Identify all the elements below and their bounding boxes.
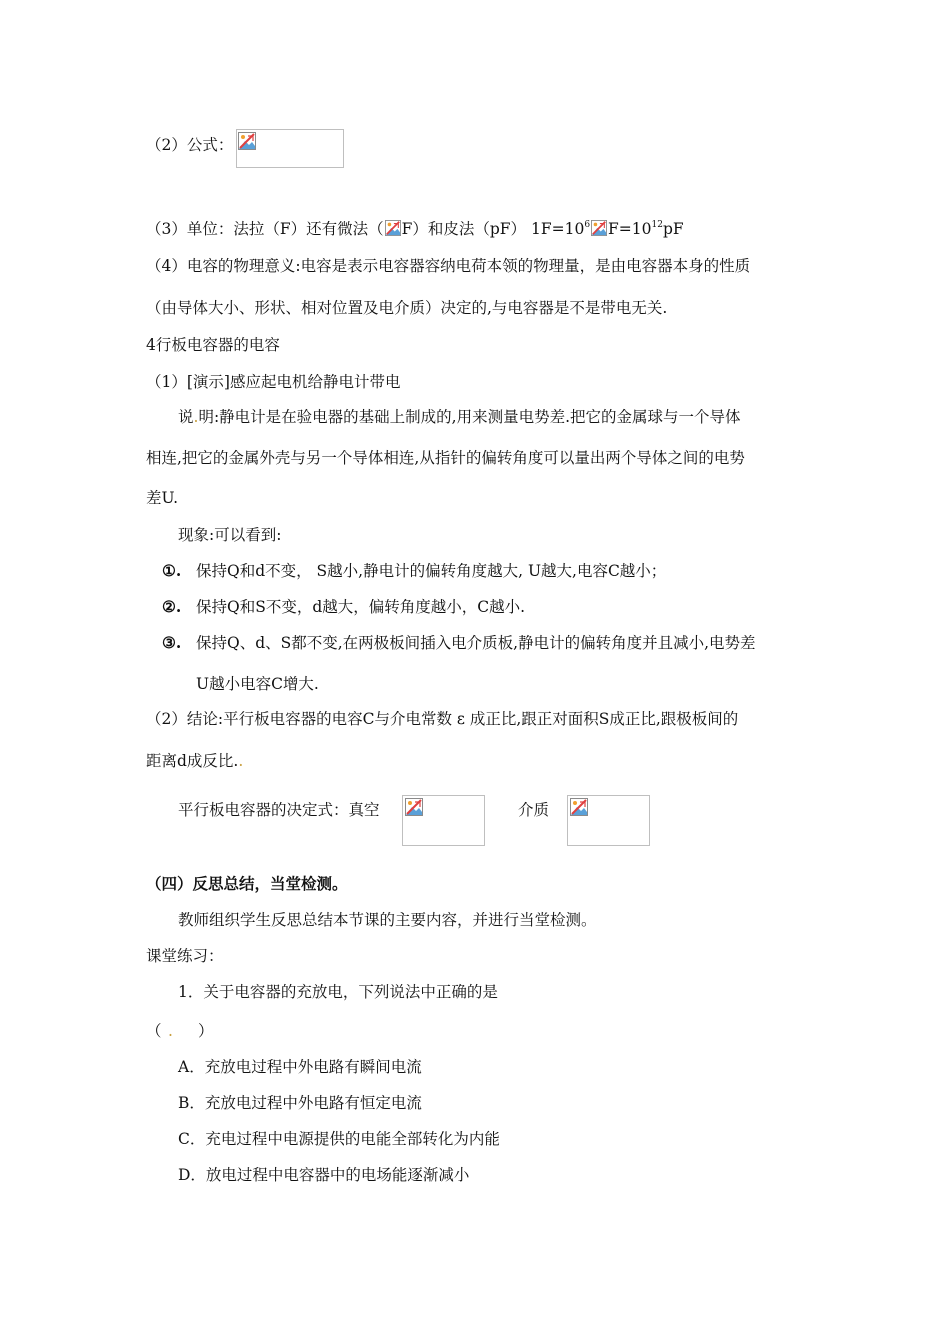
- units-text-c: F=10: [608, 220, 652, 238]
- conclusion-line-1: （2）结论:平行板电容器的电容C与介电常数 ε 成正比,跟正对面积S成正比,跟极板间的: [146, 710, 739, 728]
- marker-dot: .: [193, 408, 199, 426]
- marker-dot: .: [168, 1022, 173, 1040]
- meaning-line-1: （4）电容的物理意义:电容是表示电容器容纳电荷本领的物理量，是由电容器本身的性质: [146, 257, 751, 275]
- broken-image-icon: [570, 798, 588, 816]
- explain-line-1: [178, 407, 741, 427]
- broken-image-icon: [591, 220, 607, 236]
- option-b: B．充放电过程中外电路有恒定电流: [178, 1094, 422, 1112]
- conclusion-line-2: [146, 751, 243, 771]
- broken-image-icon: [405, 798, 423, 816]
- question-1: 1．关于电容器的充放电，下列说法中正确的是: [178, 983, 498, 1001]
- meaning-line-2: （由导体大小、形状、相对位置及电介质）决定的,与电容器是不是带电无关.: [146, 299, 668, 317]
- medium-label: 介质: [518, 801, 550, 819]
- units-text-b: F）和皮法（pF） 1F=10: [401, 220, 585, 238]
- section-4-heading: （四）反思总结，当堂检测。: [146, 874, 348, 893]
- decision-label: 平行板电容器的决定式：真空: [178, 801, 380, 819]
- option-c: C．充电过程中电源提供的电能全部转化为内能: [178, 1130, 500, 1148]
- option-d: D．放电过程中电容器中的电场能逐渐减小: [178, 1166, 470, 1184]
- explain-text-a: 说: [178, 408, 194, 426]
- explain-line-2: 相连,把它的金属外壳与另一个导体相连,从指针的偏转角度可以量出两个导体之间的电势: [146, 449, 745, 467]
- explain-text-b: 明:静电计是在验电器的基础上制成的,用来测量电势差.把它的金属球与一个导体: [198, 408, 741, 426]
- option-a: A．充放电过程中外电路有瞬间电流: [178, 1058, 422, 1076]
- demo-title: （1）[演示]感应起电机给静电计带电: [146, 373, 401, 391]
- section-4-intro: 教师组织学生反思总结本节课的主要内容，并进行当堂检测。: [178, 911, 597, 929]
- section-heading-4: 4行板电容器的电容: [146, 336, 280, 354]
- item-3-text-1: 保持Q、d、S都不变,在两极板间插入电介质板,静电计的偏转角度并且减小,电势差: [196, 634, 756, 652]
- answer-bracket-open: （: [146, 1022, 162, 1040]
- units-line: [146, 219, 684, 239]
- phenomenon-label: 现象:可以看到:: [178, 526, 282, 544]
- item-3-marker: ③.: [162, 633, 182, 652]
- explain-line-3: 差U.: [146, 489, 179, 507]
- units-exponent-1: 6: [584, 220, 591, 230]
- item-2-marker: ②.: [162, 597, 182, 616]
- item-2-text: 保持Q和S不变，d越大，偏转角度越小，C越小.: [196, 598, 526, 616]
- units-exponent-2: 12: [651, 220, 663, 230]
- item-1-marker: ①.: [162, 561, 182, 580]
- marker-dot: .: [238, 752, 244, 770]
- exercise-title: 课堂练习：: [146, 947, 224, 965]
- item-3-text-2: U越小电容C增大.: [196, 675, 319, 693]
- answer-bracket-close: ）: [198, 1022, 214, 1040]
- conclusion-text: 距离d成反比.: [146, 752, 239, 770]
- units-text-a: （3）单位：法拉（F）还有微法（: [146, 220, 384, 238]
- broken-image-icon: [385, 220, 401, 236]
- item-1-text: 保持Q和d不变， S越小,静电计的偏转角度越大, U越大,电容C越小；: [196, 562, 667, 580]
- units-text-d: pF: [662, 220, 684, 238]
- broken-image-icon: [238, 132, 256, 150]
- formula-label: （2）公式：: [146, 136, 234, 154]
